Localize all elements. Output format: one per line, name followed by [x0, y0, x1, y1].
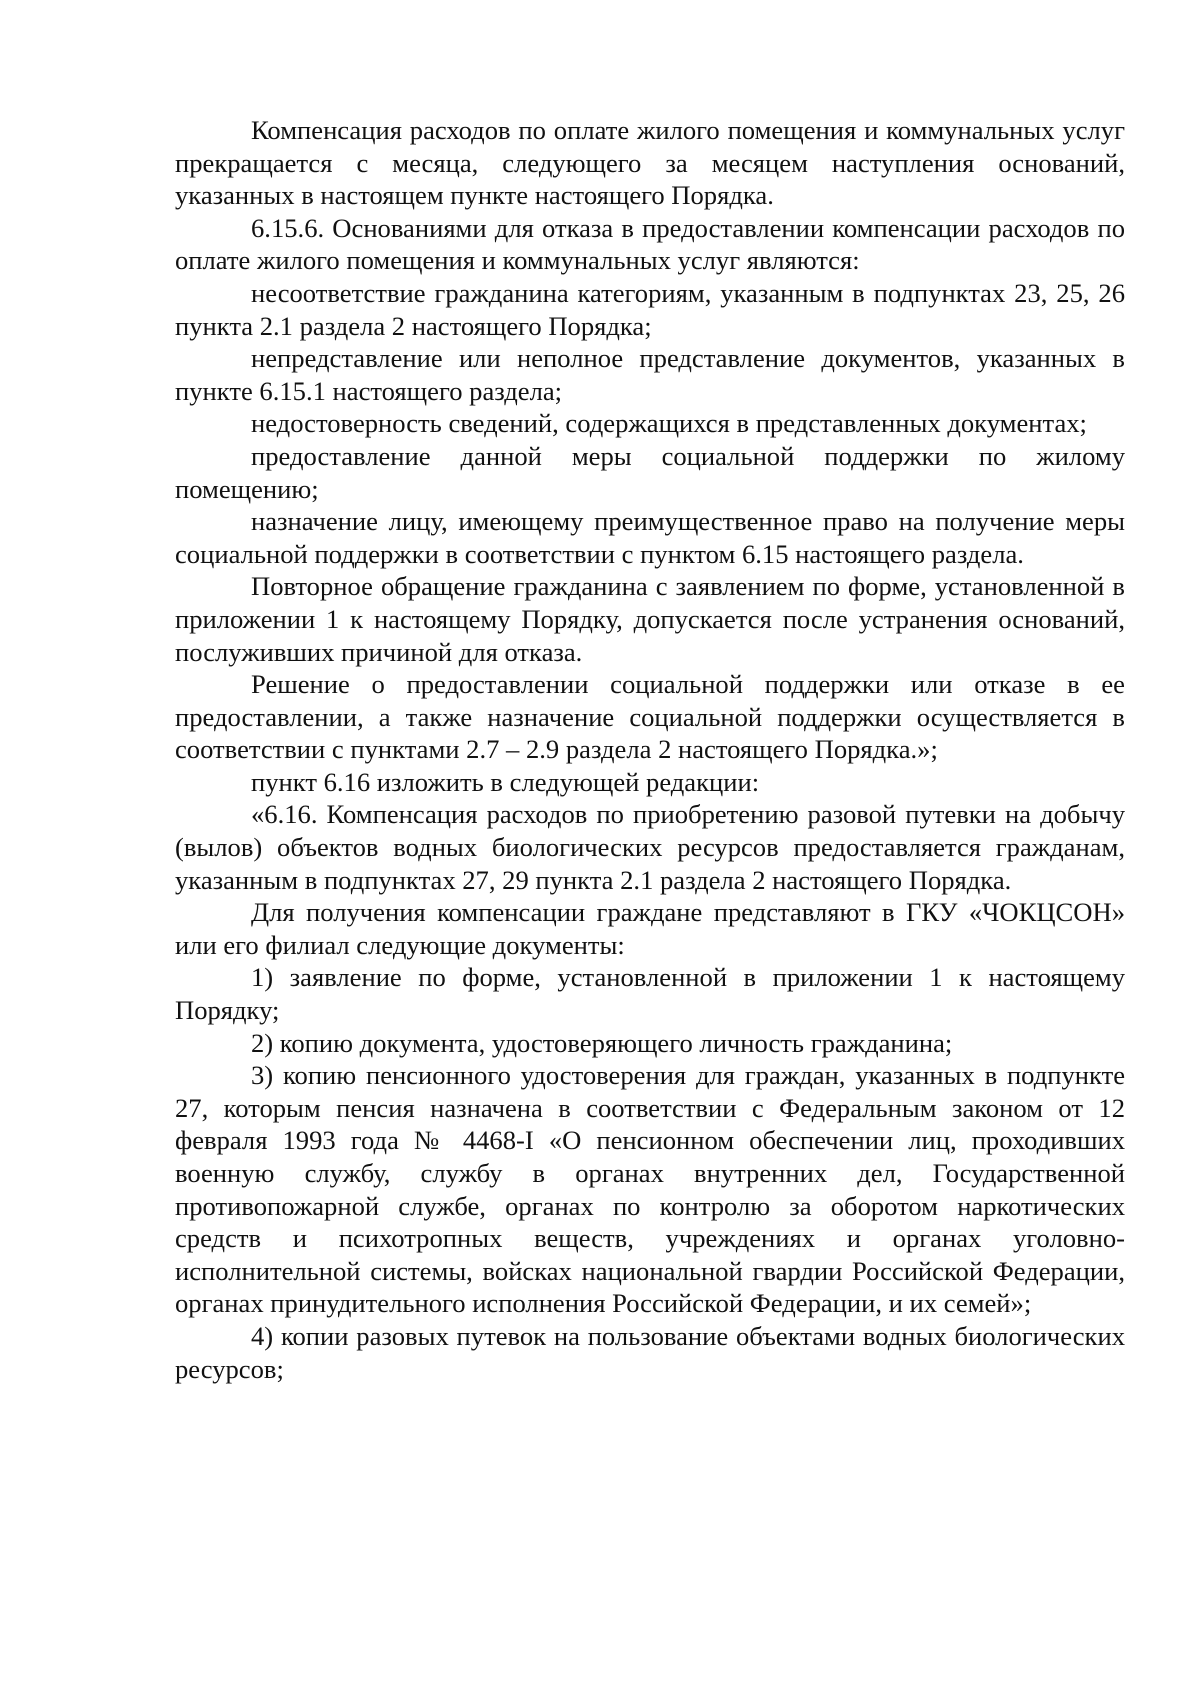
paragraph-decision: Решение о предоставлении социальной поддержки или отказе в ее предоставлении, а также назначение социальной поддержки осуществляется в соответствии с пунктами 2.7 – 2.9 раздела 2 настоящего Порядка.»; — [175, 669, 1125, 765]
list-item-1: 1) заявление по форме, установленной в приложении 1 к настоящему Порядку; — [175, 962, 1125, 1026]
list-item-2: 2) копию документа, удостоверяющего личность гражданина; — [251, 1027, 953, 1058]
paragraph-already-granted: предоставление данной меры социальной поддержки по жилому помещению; — [175, 440, 1125, 504]
paragraph-6-16-intro: пункт 6.16 изложить в следующей редакции: — [251, 766, 760, 797]
list-item-3: 3) копию пенсионного удостоверения для граждан, указанных в подпункте 27, которым пенсия назначена в соответствии с Федеральным законом от 12 февраля 1993 года № 4468-I «О пенсионном обеспечении лиц, проходивших военную службу, службу в органах внутренних дел, Государственной противопожарной службе, органах по контролю за оборотом наркотических средств и психотропных веществ, учреждениях и органах уголовно-исполнительной системы, войсках национальной гвардии Российской Федерации, органах принудительного исполнения Российской Федерации, и их семей»; — [175, 1060, 1125, 1319]
paragraph-repeat-application: Повторное обращение гражданина с заявлением по форме, установленной в приложении 1 к настоящему Порядку, допускается после устранения оснований, послуживших причиной для отказа. — [175, 571, 1125, 667]
paragraph-category-mismatch: несоответствие гражданина категориям, указанным в подпунктах 23, 25, 26 пункта 2.1 раздела 2 настоящего Порядка; — [175, 277, 1125, 341]
document-page — [175, 114, 1125, 1385]
paragraph-6-16: «6.16. Компенсация расходов по приобретению разовой путевки на добычу (вылов) объектов водных биологических ресурсов предоставляется гражданам, указанным в подпунктах 27, 29 пункта 2.1 раздела 2 настоящего Порядка. — [175, 799, 1125, 895]
list-item-4: 4) копии разовых путевок на пользование объектами водных биологических ресурсов; — [175, 1320, 1125, 1384]
paragraph-6-15-6: 6.15.6. Основаниями для отказа в предоставлении компенсации расходов по оплате жилого помещения и коммунальных услуг являются: — [175, 212, 1125, 276]
paragraph-unreliable-info: недостоверность сведений, содержащихся в представленных документах; — [251, 408, 1087, 439]
paragraph-priority-right: назначение лицу, имеющему преимущественное право на получение меры социальной поддержки в соответствии с пунктом 6.15 настоящего раздела. — [175, 506, 1125, 569]
paragraph-compensation-termination: Компенсация расходов по оплате жилого помещения и коммунальных услуг прекращается с месяца, следующего за месяцем наступления оснований, указанных в настоящем пункте настоящего Порядка. — [175, 115, 1125, 211]
paragraph-required-documents: Для получения компенсации граждане представляют в ГКУ «ЧОКЦСОН» или его филиал следующие документы: — [175, 897, 1125, 960]
paragraph-missing-documents: непредставление или неполное представление документов, указанных в пункте 6.15.1 настоящего раздела; — [175, 343, 1125, 406]
